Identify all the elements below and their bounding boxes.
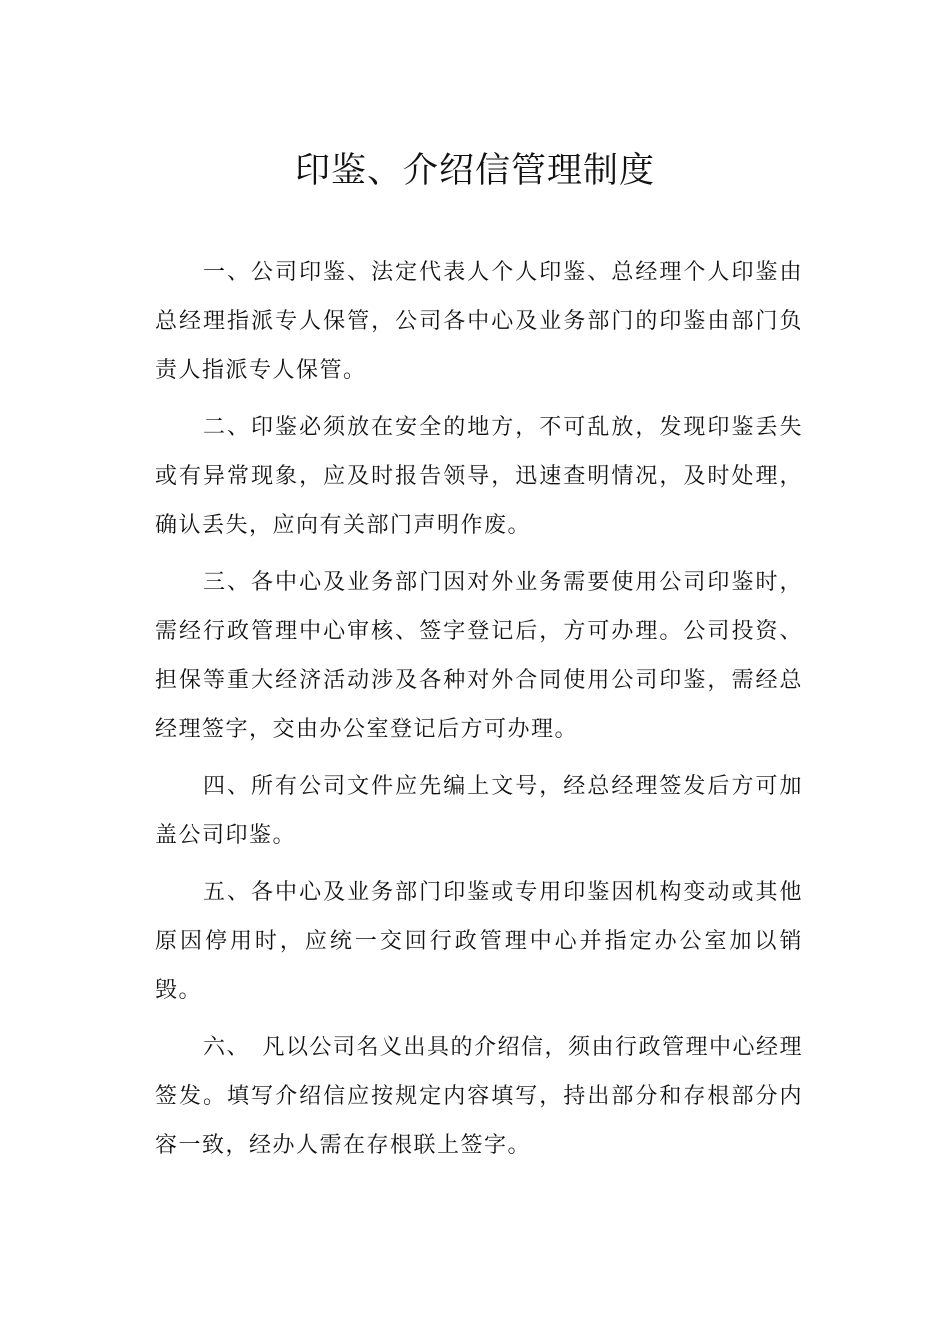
- paragraph-4: 四、所有公司文件应先编上文号，经总经理签发后方可加盖公司印鉴。: [155, 774, 803, 848]
- paragraph-1: 一、公司印鉴、法定代表人个人印鉴、总经理个人印鉴由总经理指派专人保管，公司各中心及业务部门的印鉴由部门负责人指派专人保管。: [155, 260, 803, 383]
- paragraph-2: 二、印鉴必须放在安全的地方，不可乱放，发现印鉴丢失或有异常现象，应及时报告领导，迅速查明情况，及时处理，确认丢失，应向有关部门声明作废。: [155, 415, 803, 538]
- document-title: 印鉴、介绍信管理制度: [294, 151, 655, 191]
- paragraph-5: 五、各中心及业务部门印鉴或专用印鉴因机构变动或其他原因停用时，应统一交回行政管理中心并指定办公室加以销毁。: [155, 880, 803, 1003]
- paragraph-3: 三、各中心及业务部门因对外业务需要使用公司印鉴时，需经行政管理中心审核、签字登记后，方可办理。公司投资、担保等重大经济活动涉及各种对外合同使用公司印鉴，需经总经理签字，交由办公室登记后方可办理。: [155, 570, 803, 742]
- document-body: [155, 248, 803, 1178]
- paragraph-6: 六、 凡以公司名义出具的介绍信，须由行政管理中心经理签发。填写介绍信应按规定内容填写，持出部分和存根部分内容一致，经办人需在存根联上签字。: [155, 1035, 804, 1158]
